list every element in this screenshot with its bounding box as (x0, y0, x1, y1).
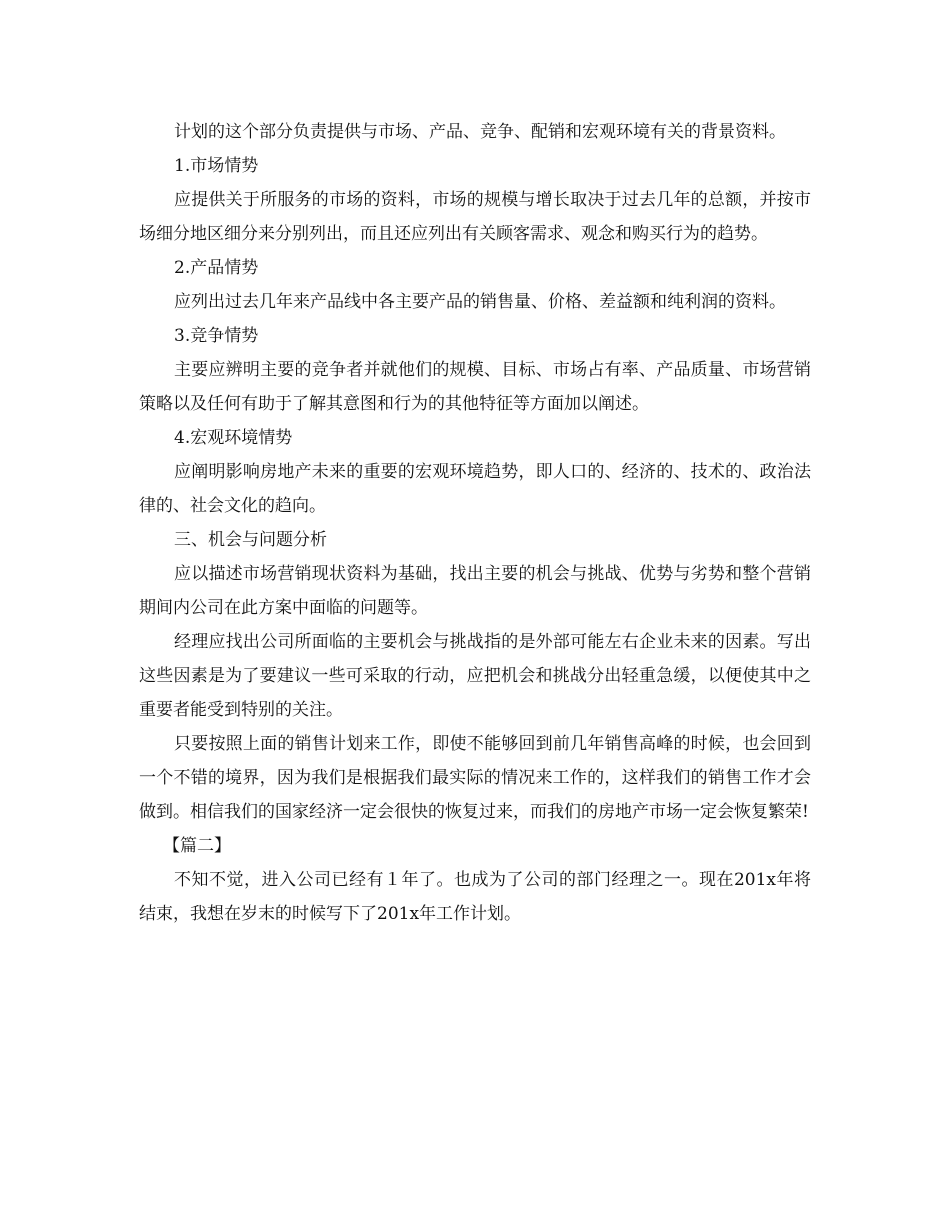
paragraph-competition-situation: 主要应辨明主要的竞争者并就他们的规模、目标、市场占有率、产品质量、市场营销策略以及任何有助于了解其意图和行为的其他特征等方面加以阐述。 (139, 360, 811, 414)
paragraph-background-intro: 计划的这个部分负责提供与市场、产品、竞争、配销和宏观环境有关的背景资料。 (174, 122, 786, 142)
heading-opportunity-analysis: 三、机会与问题分析 (174, 530, 327, 550)
paragraph-manager-opportunities: 经理应找出公司所面临的主要机会与挑战指的是外部可能左右企业未来的因素。写出这些因素是为了要建议一些可采取的行动，应把机会和挑战分出轻重急缓，以便使其中之重要者能受到特别的关注。 (139, 632, 811, 720)
paragraph-market-situation: 应提供关于所服务的市场的资料，市场的规模与增长取决于过去几年的总额，并按市场细分地区细分来分别列出，而且还应列出有关顾客需求、观念和购买行为的趋势。 (139, 190, 811, 244)
paragraph-product-situation: 应列出过去几年来产品线中各主要产品的销售量、价格、差益额和纯利润的资料。 (174, 292, 786, 312)
section-marker-part-two: 【篇二】 (163, 836, 231, 856)
paragraph-opportunity-analysis: 应以描述市场营销现状资料为基础，找出主要的机会与挑战、优势与劣势和整个营销期间内公司在此方案中面临的问题等。 (139, 564, 811, 618)
heading-macro-environment: 4.宏观环境情势 (174, 428, 293, 448)
document-page (139, 115, 811, 931)
paragraph-sales-plan-outlook: 只要按照上面的销售计划来工作，即使不能够回到前几年销售高峰的时候，也会回到一个不错的境界，因为我们是根据我们最实际的情况来工作的，这样我们的销售工作才会做到。相信我们的国家经济一定会很快的恢复过来，而我们的房地产市场一定会恢复繁荣! (139, 734, 811, 822)
paragraph-macro-environment: 应阐明影响房地产未来的重要的宏观环境趋势，即人口的、经济的、技术的、政治法律的、社会文化的趋向。 (139, 462, 811, 516)
paragraph-part-two-intro: 不知不觉，进入公司已经有１年了。也成为了公司的部门经理之一。现在201x年将结束，我想在岁末的时候写下了201x年工作计划。 (139, 870, 811, 924)
heading-product-situation: 2.产品情势 (174, 258, 259, 278)
heading-market-situation: 1.市场情势 (174, 156, 259, 176)
heading-competition-situation: 3.竞争情势 (174, 326, 259, 346)
